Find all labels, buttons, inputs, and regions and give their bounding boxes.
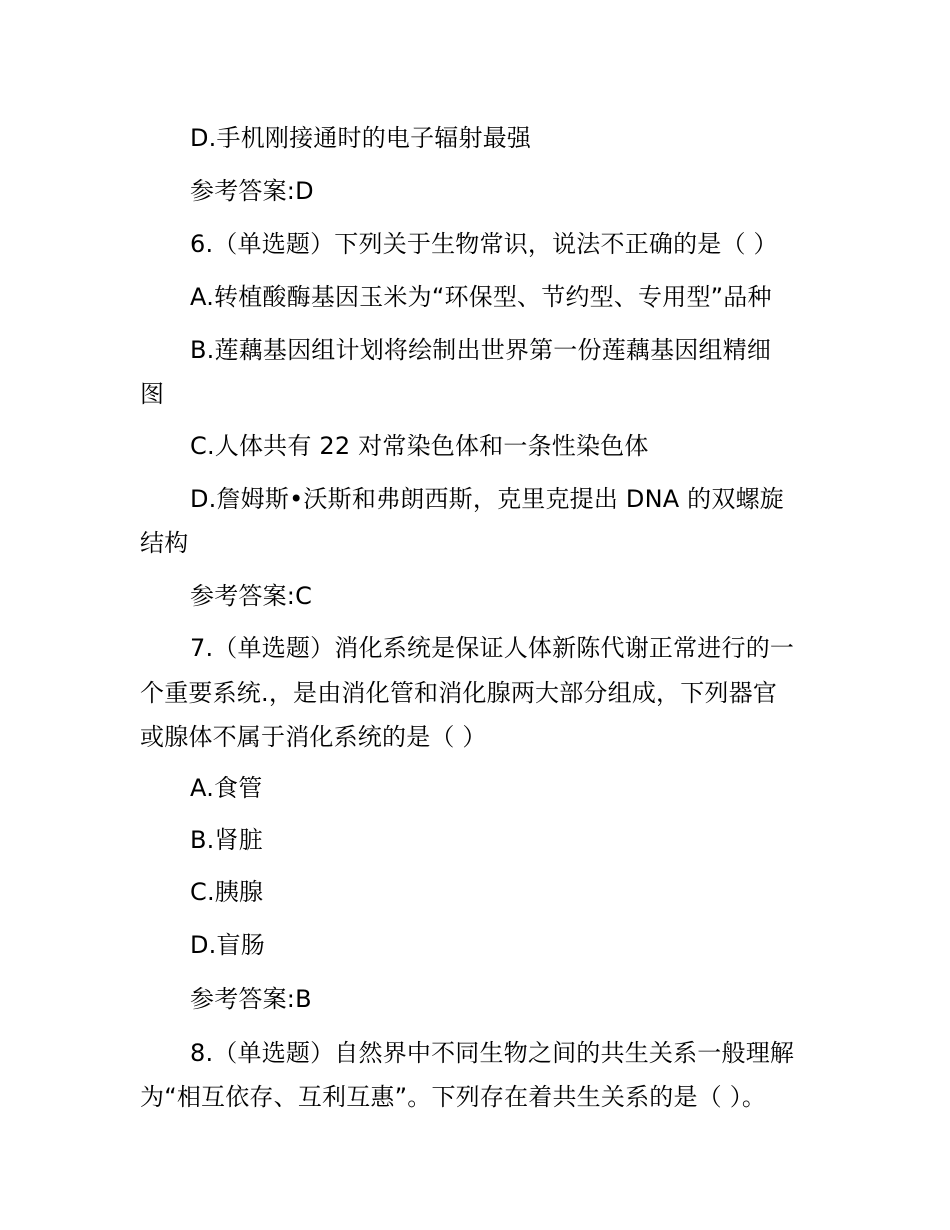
q7-question-line-3: 或腺体不属于消化系统的是（ ） (140, 723, 487, 751)
q8-question: 8.（单选题）自然界中不同生物之间的共生关系一般理解 (190, 1039, 795, 1067)
q7-question: 7.（单选题）消化系统是保证人体新陈代谢正常进行的一 (190, 634, 795, 662)
q7-option-c: C.胰腺 (190, 878, 264, 906)
q7-option-b: B.肾脏 (190, 826, 263, 854)
q6-option-b-continued: 图 (140, 380, 165, 408)
q6-option-b: B.莲藕基因组计划将绘制出世界第一份莲藕基因组精细 (190, 336, 772, 364)
q5-option-d: D.手机刚接通时的电子辐射最强 (190, 124, 532, 152)
q6-option-d-continued: 结构 (140, 529, 189, 557)
q6-option-c: C.人体共有 22 对常染色体和一条性染色体 (190, 432, 649, 460)
q7-answer: 参考答案:B (190, 985, 312, 1013)
q5-answer: 参考答案:D (190, 177, 314, 205)
q6-answer: 参考答案:C (190, 582, 313, 610)
q6-question: 6.（单选题）下列关于生物常识，说法不正确的是（ ） (190, 230, 778, 258)
q6-option-a: A.转植酸酶基因玉米为“环保型、节约型、专用型”品种 (190, 283, 772, 311)
q7-option-d: D.盲肠 (190, 931, 265, 959)
q7-option-a: A.食管 (190, 774, 263, 802)
q7-question-line-2: 个重要系统.，是由消化管和消化腺两大部分组成，下列器官 (140, 679, 778, 707)
q8-question-line-2: 为“相互依存、互利互惠”。下列存在着共生关系的是（ ）。 (140, 1083, 767, 1111)
q6-option-d: D.詹姆斯•沃斯和弗朗西斯，克里克提出 DNA 的双螺旋 (190, 485, 784, 513)
